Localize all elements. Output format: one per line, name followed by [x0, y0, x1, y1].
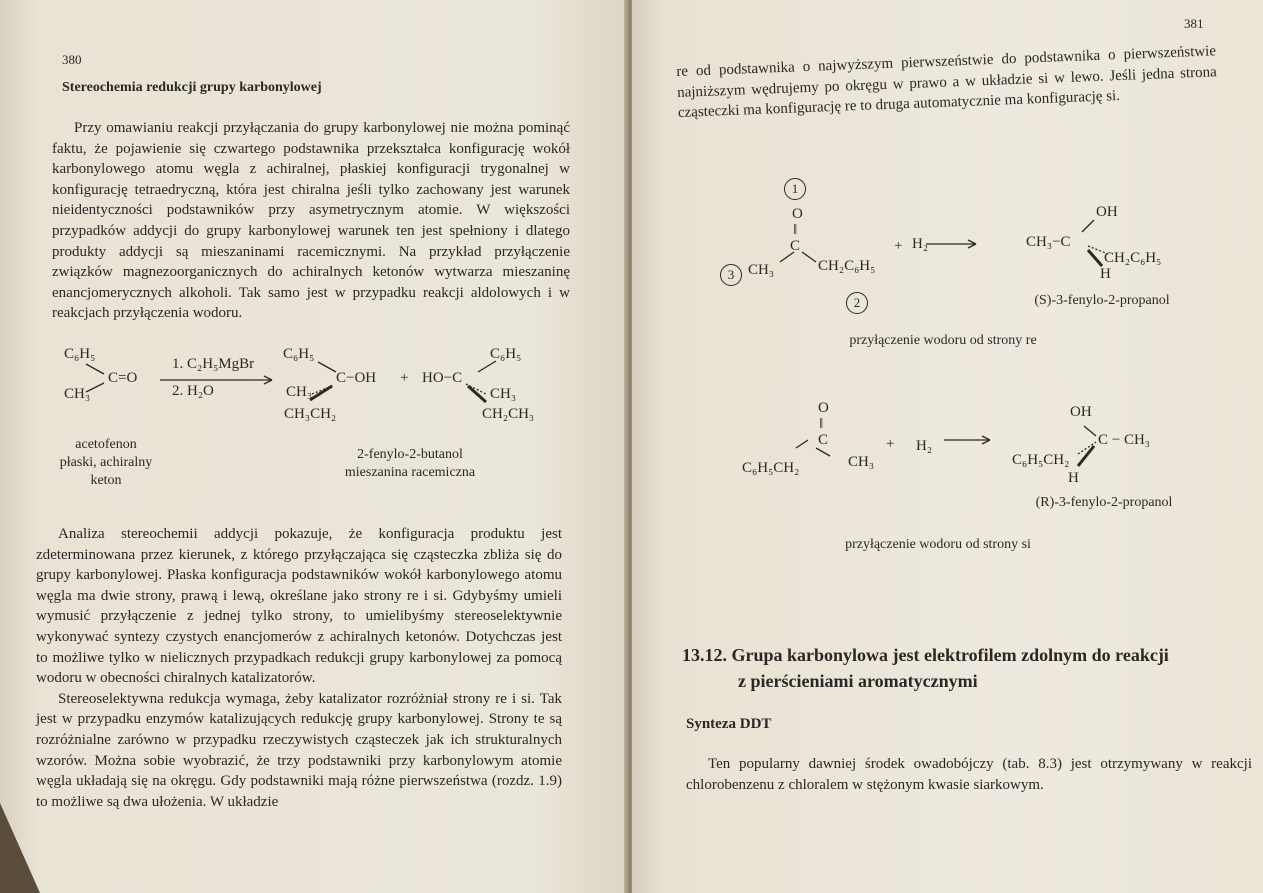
- product1-methyl: CH₃: [286, 384, 313, 400]
- reactant-caption: [46, 436, 166, 490]
- subheading: Synteza DDT: [686, 716, 772, 732]
- scheme-caption: przyłączenie wodoru od strony re: [849, 333, 1037, 348]
- carbonyl-carbon: C: [790, 238, 801, 254]
- product-name: (R)-3-fenylo-2-propanol: [1035, 495, 1173, 510]
- product-stereocenter: CH₃−C: [1026, 234, 1071, 250]
- product-benzyl: C₆H₅CH₂: [1012, 452, 1070, 468]
- carbonyl-oxygen: O: [818, 400, 829, 416]
- paragraph: [686, 754, 1252, 795]
- product-hydrogen: H: [1068, 470, 1079, 486]
- benzyl-group: C₆H₅CH₂: [742, 460, 800, 476]
- priority-circle-2: 2: [846, 292, 868, 314]
- reactant-phenyl: C₆H₅: [64, 346, 96, 362]
- carbonyl-carbon: C: [818, 432, 829, 448]
- paragraph-text: re od podstawnika o najwyższym pierwszeństwie do podstawnika o pierwszeństwie najniższym wędrujemy po okręgu w prawo a w układzie si w lewo. Jeśli jedna strona cząsteczki ma konfigurację re to druga automatycznie ma konfigurację si.: [676, 43, 1218, 122]
- left-page: [0, 0, 628, 893]
- paragraph: [36, 524, 562, 812]
- product1-ethyl: CH₃CH₂: [284, 406, 337, 422]
- paragraph-text: Stereoselektywna redukcja wymaga, żeby katalizator rozróżniał strony re i si. Tak jest w przypadku enzymów katalizujących redukcję grupy karbonylowej. Strony te są rozróżnialne zarówno w przypadku rzeczywistych cząsteczek jak ich strukturalnych wzorów. Można sobie wyobrazić, że trzy podstawniki przy karbonylowym atomie węgla układają się na okręgu. Gdy podstawniki mają różne pierwszeństwa (rozdz. 1.9) to możliwe są dwa ułożenia. W układzie: [36, 690, 562, 810]
- product-stereocenter: C − CH₃: [1098, 432, 1151, 448]
- scheme-caption: przyłączenie wodoru od strony si: [845, 537, 1031, 552]
- paragraph-text: Analiza stereochemii addycji pokazuje, że konfiguracja produktu jest zdeterminowana przez kierunek, z którego przyłączająca się cząsteczka zbliża się do grupy karbonylowej. Płaska konfiguracja podstawników wokół karbonylowego atomu węgla ma dwie strony, prawą i lewą, określane jako strony re i si. Gdybyśmy umieli wymusić przyłączenie z jednej tylko strony, to umielibyśmy stereoselektywnie wykonywać syntezy czystych enancjomerów z achiralnych ketonów. Dotychczas jest to możliwe tylko w nielicznych przypadkach redukcji grupy karbonylowej za pomocą wodoru w obecności chiralnych katalizatorów.: [36, 526, 562, 687]
- section-title-line: z pierścieniami aromatycznymi: [738, 671, 978, 691]
- product2-carbinol: HO−C: [422, 370, 463, 386]
- reagent-step-2: 2. H₂O: [172, 383, 214, 399]
- methyl-group: CH₃: [848, 454, 875, 470]
- benzyl-group: CH₂C₆H₅: [818, 258, 876, 274]
- page-number: 381: [1184, 16, 1204, 31]
- product-caption: [320, 446, 500, 482]
- caption-line: acetofenon: [75, 437, 137, 452]
- hydrogen-reagent: H₂: [916, 438, 933, 454]
- paragraph-text: Przy omawianiu reakcji przyłączania do grupy karbonylowej nie można pominąć faktu, że pojawienie się czwartego podstawnika przekształca konfigurację wokół karbonylowego atomu węgla z achiralnej, płaskiej konfiguracji trygonalnej w konfigurację tetraedryczną, która jest chiralna jeśli tylko zachowany jest warunek nieidentyczności podstawników przy asymetrycznym atomie. W większości przypadków addycji do grupy karbonylowej warunek ten jest spełniony i dlatego produkty addycji są mieszaninami racemicznymi. Na przykład przyłączenie związków magnezoorganicznych do achiralnych ketonów wytwarza mieszaninę enancjomerycznych alkoholi. Tak samo jest w przypadku reakcji aldolowych i w reakcjach przyłączenia wodoru.: [52, 120, 570, 322]
- plus-sign: +: [894, 238, 903, 254]
- hydrogen-reagent: H₂: [912, 236, 929, 252]
- product2-methyl: CH₃: [490, 386, 517, 402]
- page-number: 380: [62, 52, 82, 67]
- reactant-carbonyl: C=O: [108, 370, 138, 386]
- priority-circle-3: 3: [720, 264, 742, 286]
- section-heading: Stereochemia redukcji grupy karbonylowej: [62, 80, 322, 95]
- carbonyl-oxygen: O: [792, 206, 803, 222]
- product-hydrogen: H: [1100, 266, 1111, 282]
- caption-line: mieszanina racemiczna: [344, 465, 476, 480]
- product-hydroxyl: OH: [1096, 204, 1118, 220]
- plus-sign: +: [400, 370, 409, 386]
- product1-carbinol: C−OH: [336, 370, 377, 386]
- product-name: (S)-3-fenylo-2-propanol: [1034, 293, 1170, 308]
- product-benzyl: CH₂C₆H₅: [1104, 250, 1162, 266]
- caption-line: 2-fenylo-2-butanol: [357, 447, 463, 462]
- product1-phenyl: C₆H₅: [283, 346, 315, 362]
- section-title: [682, 642, 1242, 694]
- product2-ethyl: CH₂CH₃: [482, 406, 535, 422]
- product2-phenyl: C₆H₅: [490, 346, 522, 362]
- double-bond: ‖: [819, 416, 824, 432]
- product-hydroxyl: OH: [1070, 404, 1092, 420]
- plus-sign: +: [886, 436, 895, 452]
- book-corner-shadow: [0, 803, 40, 893]
- right-page: [632, 0, 1263, 893]
- section-title-line: 13.12. Grupa karbonylowa jest elektrofilem zdolnym do reakcji: [682, 645, 1169, 665]
- double-bond: ‖: [793, 222, 798, 238]
- reagent-step-1: 1. C₂H₅MgBr: [172, 356, 255, 372]
- caption-line: keton: [90, 473, 122, 488]
- caption-line: płaski, achiralny: [59, 455, 153, 470]
- paragraph-text: Ten popularny dawniej środek owadobójczy (tab. 8.3) jest otrzymywany w reakcji chlorobenzenu z chloralem w stężonym kwasie siarkowym.: [686, 756, 1252, 793]
- methyl-group: CH₃: [748, 262, 775, 278]
- reactant-methyl: CH₃: [64, 386, 91, 402]
- priority-circle-1: 1: [784, 178, 806, 200]
